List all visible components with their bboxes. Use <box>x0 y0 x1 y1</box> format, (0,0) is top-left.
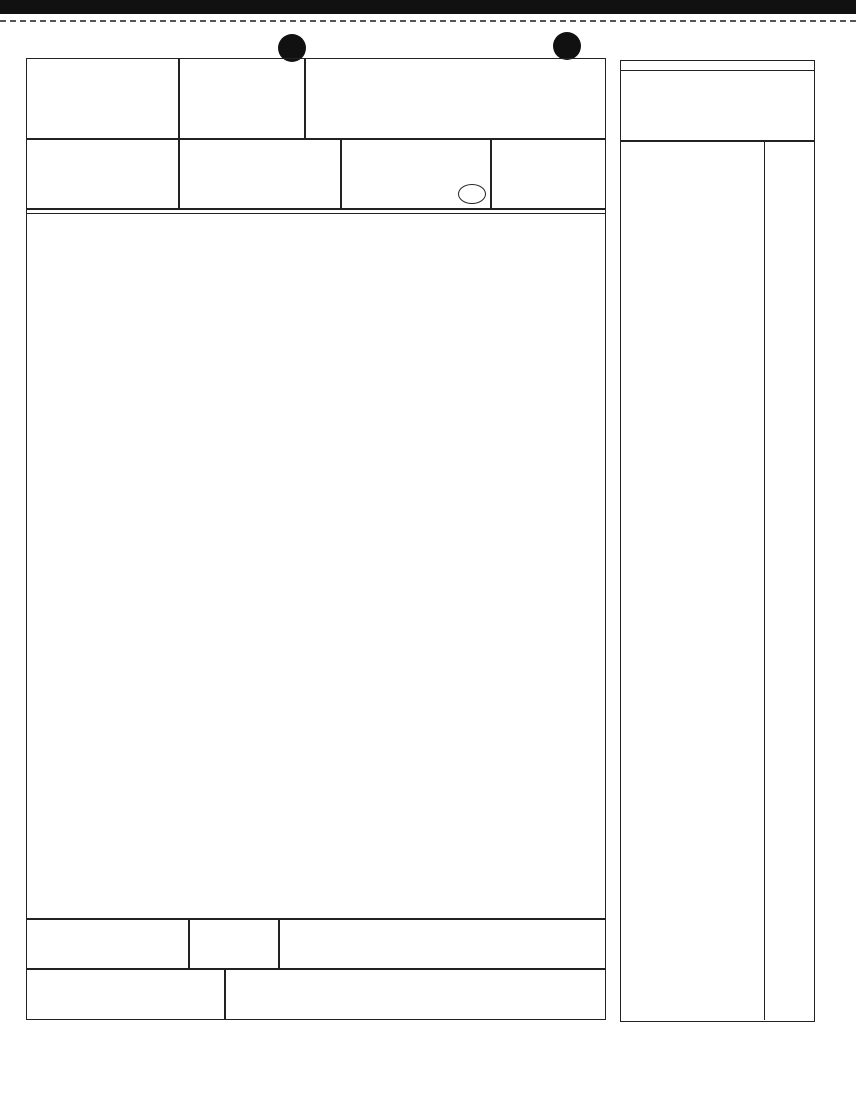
message-form <box>26 58 606 1020</box>
top-border <box>0 0 856 14</box>
distribution-panel <box>620 60 815 1022</box>
means-tel <box>458 184 486 204</box>
scan-edge <box>0 14 856 22</box>
punch-hole-right <box>553 32 581 60</box>
